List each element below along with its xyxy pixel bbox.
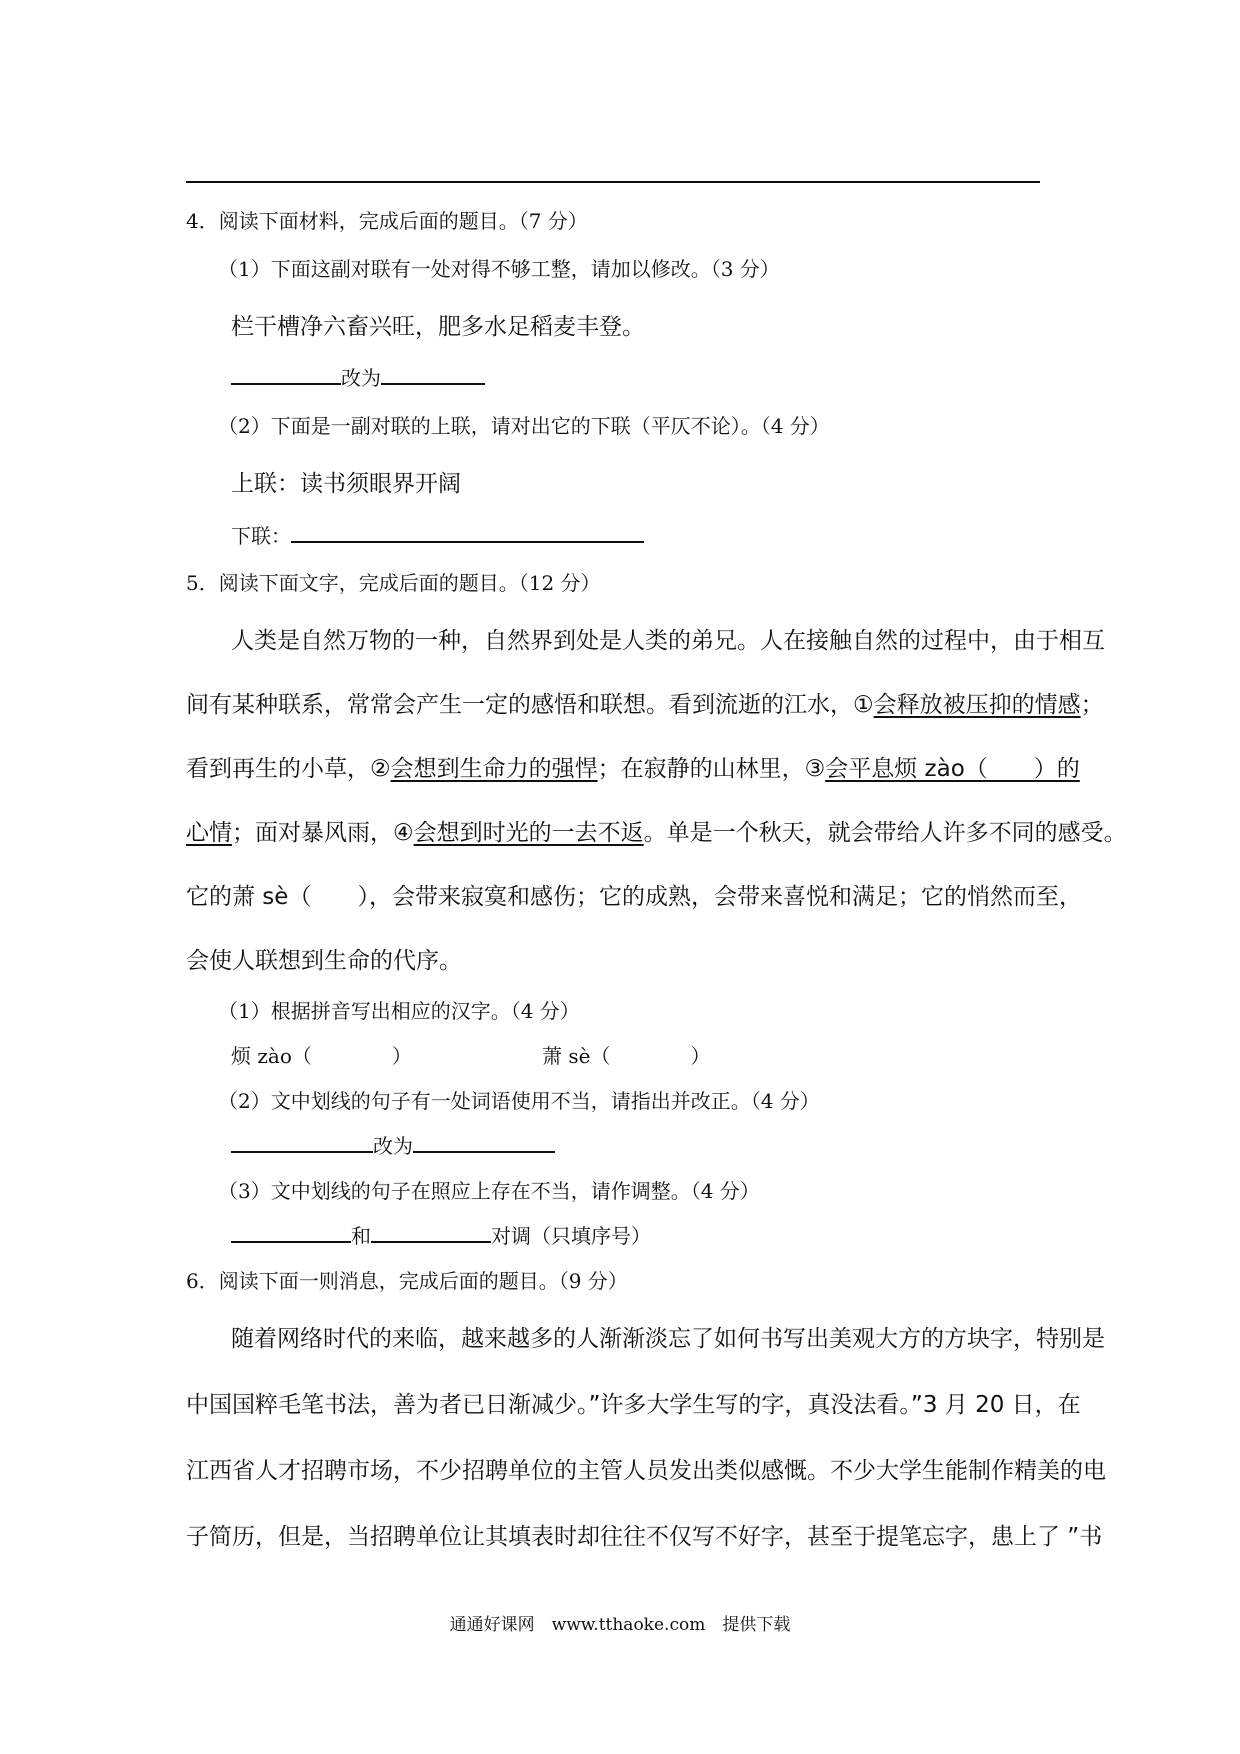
answer-blank[interactable] <box>231 363 341 385</box>
q4-upper-line: 上联：读书须眼界开阔 <box>231 471 461 497</box>
q5-para-line: 它的萧 sè（ ），会带来寂寞和感伤；它的成熟，会带来喜悦和满足；它的悄然而至， <box>186 884 1082 910</box>
answer-blank[interactable] <box>291 521 644 543</box>
q4-couplet: 栏干槽净六畜兴旺，肥多水足稻麦丰登。 <box>231 314 645 340</box>
text-run: 看到再生的小草，② <box>186 756 391 782</box>
q5-sub1: （1）根据拼音写出相应的汉字。（4 分） <box>218 999 580 1023</box>
underlined-sentence: 会平息烦 zào（ ）的 <box>825 756 1080 782</box>
q5-answer-row3 <box>231 1220 651 1249</box>
q6-para-line: 随着网络时代的来临，越来越多的人渐渐淡忘了如何书写出美观大方的方块字，特别是 <box>231 1326 1105 1352</box>
answer-blank[interactable] <box>231 1131 373 1153</box>
swap-label: 对调（只填序号） <box>491 1224 651 1248</box>
q5-para-line: 人类是自然万物的一种，自然界到处是人类的弟兄。人在接触自然的过程中，由于相互 <box>231 628 1105 654</box>
text-run: ；面对暴风雨，④ <box>232 820 414 846</box>
q4-answer-row1 <box>231 362 485 391</box>
underlined-sentence: 心情 <box>186 820 232 846</box>
lower-label: 下联： <box>231 524 291 548</box>
text-run: ；在寂静的山林里，③ <box>597 756 826 782</box>
q4-lower-line <box>231 520 644 549</box>
underlined-sentence: 会想到时光的一去不返 <box>413 820 644 846</box>
answer-blank[interactable] <box>381 363 485 385</box>
q5-para-line <box>186 750 1080 783</box>
q6-para-line: 中国国粹毛笔书法，善为者已日渐减少。”许多大学生写的字，真没法看。”3 月 20 日，在 <box>186 1392 1081 1418</box>
q5-para-line <box>186 686 1104 719</box>
q5-para-line <box>186 814 1127 847</box>
q6-heading: 6．阅读下面一则消息，完成后面的题目。（9 分） <box>186 1269 628 1293</box>
q5-sub2: （2）文中划线的句子有一处词语使用不当，请指出并改正。（4 分） <box>218 1089 820 1113</box>
text-run: 间有某种联系，常常会产生一定的感悟和联想。看到流逝的江水，① <box>186 692 874 718</box>
change-to-label: 改为 <box>373 1134 413 1158</box>
page-footer: 通通好课网 www.tthaoke.com 提供下载 <box>449 1615 791 1635</box>
q5-para-line: 会使人联想到生命的代序。 <box>186 948 462 974</box>
q5-answer-row2 <box>231 1130 555 1159</box>
text-run: ； <box>1080 692 1104 718</box>
q4-sub1: （1）下面这副对联有一处对得不够工整，请加以修改。（3 分） <box>218 257 780 281</box>
header-rule <box>186 181 1040 183</box>
and-label: 和 <box>351 1224 371 1248</box>
q6-para-line: 江西省人才招聘市场，不少招聘单位的主管人员发出类似感慨。不少大学生能制作精美的电 <box>186 1458 1106 1484</box>
answer-blank[interactable] <box>413 1131 555 1153</box>
q5-heading: 5．阅读下面文字，完成后面的题目。（12 分） <box>186 571 601 595</box>
answer-blank[interactable] <box>231 1221 351 1243</box>
change-to-label: 改为 <box>341 366 381 390</box>
underlined-sentence: 会想到生命力的强悍 <box>390 756 598 782</box>
q5-pinyin-1: 烦 zào（ ） <box>231 1044 412 1068</box>
q6-para-line: 子简历，但是，当招聘单位让其填表时却往往不仅写不好字，甚至于提笔忘字，患上了 ”书 <box>186 1524 1103 1550</box>
text-run: 。单是一个秋天，就会带给人许多不同的感受。 <box>643 820 1127 846</box>
answer-blank[interactable] <box>371 1221 491 1243</box>
underlined-sentence: 会释放被压抑的情感 <box>873 692 1081 718</box>
q4-heading: 4．阅读下面材料，完成后面的题目。（7 分） <box>186 209 588 233</box>
q4-sub2: （2）下面是一副对联的上联，请对出它的下联（平仄不论）。（4 分） <box>218 414 830 438</box>
q5-pinyin-2: 萧 sè（ ） <box>542 1044 711 1068</box>
q5-sub3: （3）文中划线的句子在照应上存在不当，请作调整。（4 分） <box>218 1179 760 1203</box>
